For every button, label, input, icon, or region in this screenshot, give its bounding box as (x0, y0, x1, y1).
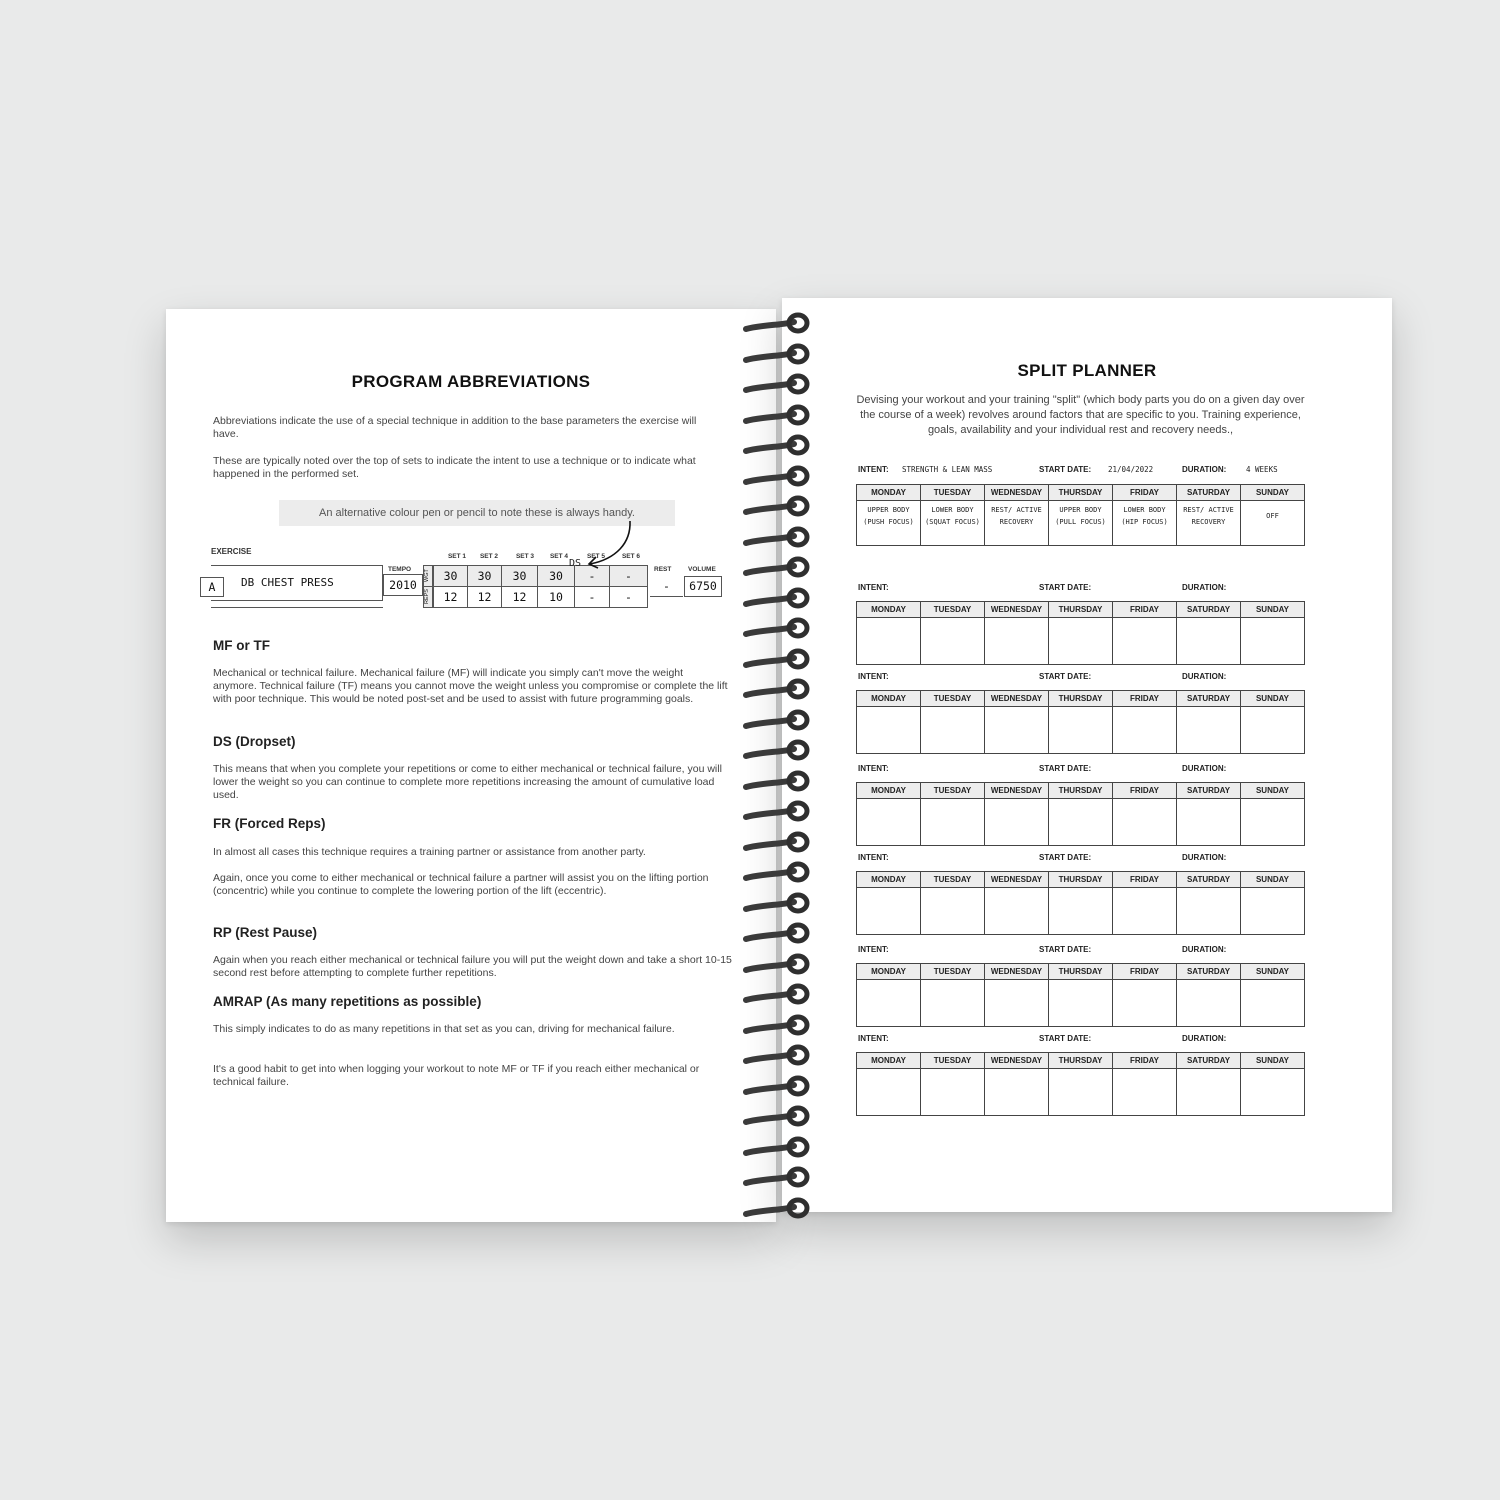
day-entry[interactable] (985, 618, 1049, 664)
day-header: MONDAY (857, 783, 921, 798)
day-header: THURSDAY (1049, 485, 1113, 500)
day-entry[interactable] (1177, 1069, 1241, 1115)
week-grid (856, 1052, 1305, 1116)
weight-cell: 30 (537, 565, 575, 587)
spiral-ring (742, 587, 812, 611)
reps-cell: 12 (467, 586, 502, 608)
intent-value: STRENGTH & LEAN MASS (902, 465, 993, 474)
day-entry[interactable] (1177, 888, 1241, 934)
day-entry[interactable]: UPPER BODY (PULL FOCUS) (1049, 501, 1113, 545)
day-header: TUESDAY (921, 872, 985, 887)
spiral-ring (742, 678, 812, 702)
day-header: SUNDAY (1255, 605, 1290, 614)
day-header: SUNDAY (1255, 1056, 1290, 1065)
day-entry[interactable] (1049, 799, 1113, 845)
day-entry[interactable] (1113, 888, 1177, 934)
set-label: SET 3 (515, 553, 535, 560)
weight-cell: - (574, 565, 610, 587)
spiral-ring (742, 495, 812, 519)
day-entry[interactable] (921, 1069, 985, 1115)
day-header: THURSDAY (1049, 872, 1113, 887)
day-header: MONDAY (857, 485, 921, 500)
weight-row-label: WGT (423, 565, 433, 587)
section-heading-rp: RP (Rest Pause) (213, 925, 318, 940)
reps-cell: 12 (433, 586, 468, 608)
exercise-letter: A (208, 580, 216, 594)
start-date-label: START DATE: (1039, 465, 1092, 474)
day-entry[interactable] (1113, 980, 1177, 1026)
day-entry[interactable] (921, 799, 985, 845)
spiral-ring (742, 892, 812, 916)
day-header: FRIDAY (1113, 783, 1177, 798)
spiral-ring (742, 556, 812, 580)
page-title: PROGRAM ABBREVIATIONS (351, 372, 591, 391)
day-header: THURSDAY (1049, 783, 1113, 798)
day-header: WEDNESDAY (985, 783, 1049, 798)
set-label: SET 5 (586, 553, 606, 560)
tempo-value: 2010 (389, 578, 417, 592)
day-entry[interactable]: REST/ ACTIVE RECOVERY (1177, 501, 1241, 545)
intent-label: INTENT: (858, 465, 889, 474)
day-entry[interactable] (985, 799, 1049, 845)
spiral-ring (742, 800, 812, 824)
spiral-ring (742, 526, 812, 550)
intro-paragraph-2: These are typically noted over the top of sets to indicate the intent to use a technique or to indicate what happened in the performed set. (213, 455, 696, 480)
spiral-ring (742, 404, 812, 428)
spiral-ring (742, 373, 812, 397)
day-header: SATURDAY (1177, 485, 1241, 500)
day-entry[interactable] (985, 980, 1049, 1026)
reps-cell: - (609, 586, 648, 608)
spiral-ring (742, 953, 812, 977)
set-label: SET 2 (479, 553, 499, 560)
start-date-label: START DATE: (1039, 945, 1092, 954)
day-header: MONDAY (857, 872, 921, 887)
week-grid (856, 871, 1305, 935)
week-grid-filled (856, 484, 1305, 546)
duration-label: DURATION: (1182, 672, 1227, 681)
day-entry[interactable]: OFF (1266, 512, 1279, 520)
weight-cell: 30 (433, 565, 468, 587)
day-header: WEDNESDAY (985, 602, 1049, 617)
day-header: WEDNESDAY (985, 485, 1049, 500)
day-entry[interactable]: REST/ ACTIVE RECOVERY (985, 501, 1049, 545)
spiral-ring (742, 434, 812, 458)
day-header: THURSDAY (1049, 1053, 1113, 1068)
duration-label: DURATION: (1182, 583, 1227, 592)
day-header: MONDAY (857, 964, 921, 979)
day-header: FRIDAY (1113, 485, 1177, 500)
day-header: FRIDAY (1113, 964, 1177, 979)
day-entry[interactable] (1241, 799, 1304, 845)
spiral-binding (742, 312, 812, 1222)
week-grid (856, 601, 1305, 665)
day-header: SATURDAY (1177, 1053, 1241, 1068)
section-body-fr-1: In almost all cases this technique requires a training partner or assistance from another party. (213, 846, 646, 858)
exercise-name-cell (208, 565, 383, 601)
exercise-name: DB CHEST PRESS (241, 576, 334, 589)
weight-cell: 30 (467, 565, 502, 587)
day-entry[interactable]: LOWER BODY (SQUAT FOCUS) (921, 501, 985, 545)
day-entry[interactable] (1113, 707, 1177, 753)
spiral-ring (742, 861, 812, 885)
week-grid (856, 782, 1305, 846)
day-header: SATURDAY (1177, 691, 1241, 706)
spiral-ring (742, 1014, 812, 1038)
day-entry[interactable] (1241, 888, 1304, 934)
day-header: TUESDAY (921, 964, 985, 979)
duration-label: DURATION: (1182, 764, 1227, 773)
day-entry[interactable] (921, 980, 985, 1026)
day-entry[interactable] (1113, 1069, 1177, 1115)
intent-label: INTENT: (858, 672, 889, 681)
spiral-ring (742, 922, 812, 946)
section-body-ds: This means that when you complete your repetitions or come to either mechanical or technical failure, you will lower the weight so you can continue to complete more repetitions increasing the amount of cumulative load used. (213, 763, 722, 801)
left-page (166, 309, 776, 1222)
day-header: TUESDAY (921, 783, 985, 798)
spiral-ring (742, 831, 812, 855)
week-grid (856, 963, 1305, 1027)
day-entry[interactable] (857, 707, 921, 753)
spiral-ring (742, 312, 812, 336)
rest-cell: - (650, 577, 683, 597)
day-header: THURSDAY (1049, 602, 1113, 617)
day-entry[interactable] (857, 1069, 921, 1115)
day-header: WEDNESDAY (985, 872, 1049, 887)
day-entry[interactable] (857, 980, 921, 1026)
ds-annotation: DS (569, 558, 582, 569)
start-date-label: START DATE: (1039, 853, 1092, 862)
set-label: SET 4 (549, 553, 569, 560)
section-body-fr-2: Again, once you come to either mechanical or technical failure a partner will assist you on the lifting portion (concentric) while you continue to complete the lowering portion of the lift (eccentric). (213, 872, 709, 897)
section-heading-amrap: AMRAP (As many repetitions as possible) (213, 994, 482, 1009)
rest-label: REST (654, 566, 672, 573)
duration-value: 4 WEEKS (1246, 465, 1278, 474)
reps-cell: 12 (501, 586, 538, 608)
day-entry[interactable] (921, 618, 985, 664)
start-date-value: 21/04/2022 (1108, 465, 1154, 474)
spiral-ring (742, 1166, 812, 1190)
day-header: SUNDAY (1255, 967, 1290, 976)
section-body-rp: Again when you reach either mechanical or technical failure you will put the weight down and take a short 10-15 second rest before attempting to complete further repetitions. (213, 954, 732, 979)
day-header: TUESDAY (921, 602, 985, 617)
day-entry[interactable] (1113, 618, 1177, 664)
start-date-label: START DATE: (1039, 764, 1092, 773)
weight-cell: 30 (501, 565, 538, 587)
day-header: SATURDAY (1177, 872, 1241, 887)
day-entry[interactable] (985, 888, 1049, 934)
day-header: WEDNESDAY (985, 691, 1049, 706)
day-entry[interactable] (1113, 799, 1177, 845)
day-header: SUNDAY (1255, 694, 1290, 703)
intent-label: INTENT: (858, 764, 889, 773)
day-entry[interactable] (921, 888, 985, 934)
day-header: FRIDAY (1113, 1053, 1177, 1068)
day-entry[interactable] (1177, 980, 1241, 1026)
day-header: FRIDAY (1113, 602, 1177, 617)
section-body-mf-tf: Mechanical or technical failure. Mechanical failure (MF) will indicate you simply can't move the weight anymore. Technical failure (TF) means you cannot move the weight unless you compromise or complete the lift with poor technique. This would be noted post-set and be used to assist with future programming goals. (213, 667, 728, 705)
spiral-ring (742, 617, 812, 641)
day-entry[interactable]: UPPER BODY (PUSH FOCUS) (857, 501, 921, 545)
day-entry[interactable] (857, 888, 921, 934)
day-entry[interactable] (1177, 799, 1241, 845)
day-entry[interactable] (1241, 707, 1304, 753)
spiral-ring (742, 1105, 812, 1129)
day-entry[interactable]: LOWER BODY (HIP FOCUS) (1113, 501, 1177, 545)
day-header: FRIDAY (1113, 691, 1177, 706)
day-header: SATURDAY (1177, 602, 1241, 617)
tempo-label: TEMPO (388, 566, 412, 573)
day-entry[interactable] (921, 707, 985, 753)
day-entry[interactable] (1049, 707, 1113, 753)
exercise-label: EXERCISE (211, 547, 252, 556)
spiral-ring (742, 648, 812, 672)
section-heading-fr: FR (Forced Reps) (213, 816, 326, 831)
start-date-label: START DATE: (1039, 1034, 1092, 1043)
day-entry[interactable] (1177, 618, 1241, 664)
page-title: SPLIT PLANNER (1017, 361, 1157, 380)
spiral-ring (742, 709, 812, 733)
reps-cell: - (574, 586, 610, 608)
duration-label: DURATION: (1182, 853, 1227, 862)
tempo-cell (383, 574, 423, 596)
spiral-ring (742, 983, 812, 1007)
weight-cell: - (609, 565, 648, 587)
day-entry[interactable] (1241, 618, 1304, 664)
duration-label: DURATION: (1182, 465, 1227, 474)
start-date-label: START DATE: (1039, 583, 1092, 592)
day-entry[interactable] (1049, 1069, 1113, 1115)
week-grid (856, 690, 1305, 754)
day-header: SATURDAY (1177, 783, 1241, 798)
day-entry[interactable] (1049, 980, 1113, 1026)
spiral-ring (742, 465, 812, 489)
day-header: TUESDAY (921, 1053, 985, 1068)
day-header: TUESDAY (921, 485, 985, 500)
day-entry[interactable] (1049, 888, 1113, 934)
reps-row-label: REPS (423, 586, 433, 608)
day-header: SUNDAY (1255, 786, 1290, 795)
day-entry[interactable] (1177, 707, 1241, 753)
day-header: SUNDAY (1255, 875, 1290, 884)
day-entry[interactable] (1241, 980, 1304, 1026)
set-label: SET 6 (621, 553, 641, 560)
intro-paragraph-1: Abbreviations indicate the use of a special technique in addition to the base parameters the exercise will have. (213, 415, 697, 440)
spiral-ring (742, 1136, 812, 1160)
set-label: SET 1 (447, 553, 467, 560)
volume-label: VOLUME (688, 566, 716, 573)
duration-label: DURATION: (1182, 1034, 1227, 1043)
day-header: MONDAY (857, 691, 921, 706)
spiral-ring (742, 1075, 812, 1099)
section-body-amrap-2: It's a good habit to get into when logging your workout to note MF or TF if you reach either mechanical or technical failure. (213, 1063, 700, 1088)
spiral-ring (742, 770, 812, 794)
day-header: THURSDAY (1049, 691, 1113, 706)
day-header: THURSDAY (1049, 964, 1113, 979)
day-header: MONDAY (857, 602, 921, 617)
intent-label: INTENT: (858, 945, 889, 954)
section-body-amrap-1: This simply indicates to do as many repetitions in that set as you can, driving for mechanical failure. (213, 1023, 675, 1035)
day-header: TUESDAY (921, 691, 985, 706)
day-header: SUNDAY (1255, 488, 1290, 497)
split-intro: Devising your workout and your training "split" (which body parts you do on a given day over the course of a week) revolves around factors that are specific to you. Training experience, goals, availability and your individual rest and recovery needs., (856, 394, 1305, 436)
arrow-icon (584, 519, 634, 571)
day-entry[interactable] (857, 799, 921, 845)
start-date-label: START DATE: (1039, 672, 1092, 681)
day-entry[interactable] (985, 707, 1049, 753)
section-heading-ds: DS (Dropset) (213, 734, 296, 749)
duration-label: DURATION: (1182, 945, 1227, 954)
day-header: WEDNESDAY (985, 964, 1049, 979)
volume-cell: 6750 (684, 576, 722, 597)
spiral-ring (742, 739, 812, 763)
day-entry[interactable] (1241, 1069, 1304, 1115)
spiral-ring (742, 343, 812, 367)
right-page (782, 298, 1392, 1212)
tip-note: An alternative colour pen or pencil to note these is always handy. (279, 500, 675, 526)
intent-label: INTENT: (858, 853, 889, 862)
spiral-ring (742, 1044, 812, 1068)
day-entry[interactable] (1049, 618, 1113, 664)
day-header: MONDAY (857, 1053, 921, 1068)
intent-label: INTENT: (858, 583, 889, 592)
day-entry[interactable] (857, 618, 921, 664)
day-entry[interactable] (985, 1069, 1049, 1115)
intent-label: INTENT: (858, 1034, 889, 1043)
spiral-ring (742, 1197, 812, 1221)
reps-cell: 10 (537, 586, 575, 608)
day-header: FRIDAY (1113, 872, 1177, 887)
section-heading-mf-tf: MF or TF (213, 638, 270, 653)
day-header: SATURDAY (1177, 964, 1241, 979)
day-header: WEDNESDAY (985, 1053, 1049, 1068)
